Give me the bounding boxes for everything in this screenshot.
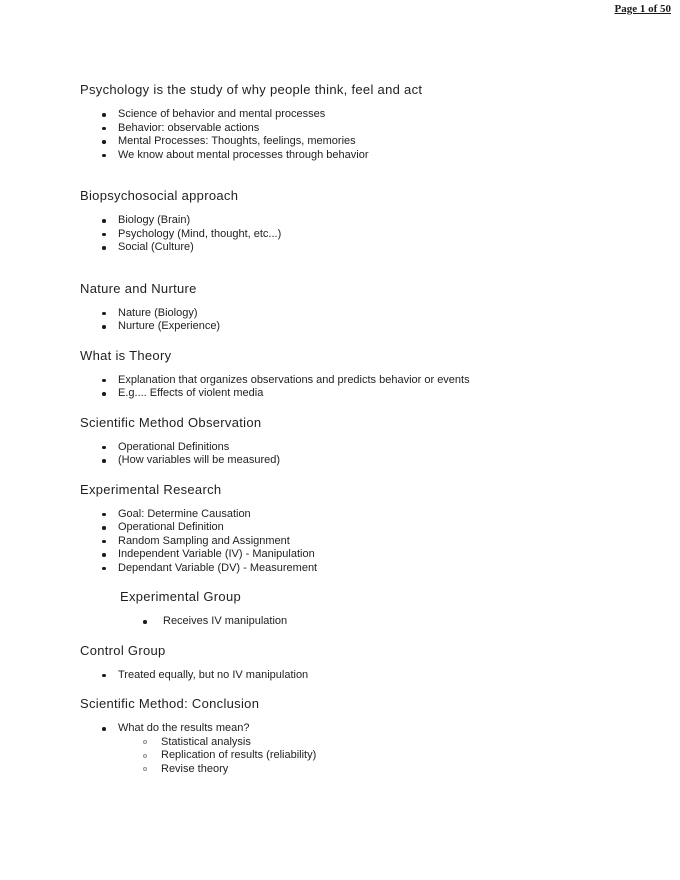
bullet-item: Science of behavior and mental processes [80,108,650,122]
bullet-item: Treated equally, but no IV manipulation [80,669,650,683]
bullet-list [80,374,650,401]
bullet-item: (How variables will be measured) [80,454,650,468]
bullet-item: Receives IV manipulation [80,615,650,629]
bullet-list [80,441,650,468]
bullet-item: Dependant Variable (DV) - Measurement [80,562,650,576]
bullet-text: What do the results mean? [118,722,250,734]
sub-bullet-item: Revise theory [118,763,650,777]
section-scientific-method-conclusion [80,695,650,776]
bullet-item: Explanation that organizes observations and predicts behavior or events [80,374,650,388]
section-what-is-theory [80,347,650,401]
bullet-item: Psychology (Mind, thought, etc...) [80,228,650,242]
bullet-item: Behavior: observable actions [80,122,650,136]
sub-bullet-item: Replication of results (reliability) [118,749,650,763]
section-heading: Scientific Method Observation [80,414,262,430]
section-heading: Control Group [80,642,166,658]
page-number-label: Page 1 of 50 [614,3,671,15]
sub-bullet-list [118,736,650,777]
bullet-list [80,722,650,776]
bullet-list [80,214,650,255]
document-body [80,0,650,776]
section-heading: Scientific Method: Conclusion [80,696,260,711]
section-experimental-research [80,481,650,576]
section-heading: What is Theory [80,347,172,363]
section-heading: Biopsychosocial approach [80,188,239,203]
bullet-list [80,108,650,162]
bullet-item: Random Sampling and Assignment [80,535,650,549]
sub-bullet-item: Statistical analysis [118,736,650,750]
bullet-item: We know about mental processes through behavior [80,149,650,163]
bullet-list [80,669,650,683]
bullet-item [80,722,650,776]
section-heading: Nature and Nurture [80,280,197,296]
bullet-list [80,307,650,334]
section-scientific-method-observation [80,414,650,468]
bullet-item: Nurture (Experience) [80,320,650,334]
bullet-item: Social (Culture) [80,241,650,255]
bullet-item: Independent Variable (IV) - Manipulation [80,548,650,562]
section-psychology-definition [80,81,650,162]
bullet-item: Goal: Determine Causation [80,508,650,522]
section-biopsychosocial [80,187,650,255]
bullet-item: Mental Processes: Thoughts, feelings, memories [80,135,650,149]
section-experimental-group [80,588,650,629]
bullet-item: Nature (Biology) [80,307,650,321]
bullet-list [80,508,650,576]
bullet-list [80,615,650,629]
bullet-item: Operational Definitions [80,441,650,455]
bullet-item: Operational Definition [80,521,650,535]
section-heading: Experimental Research [80,481,222,497]
section-heading: Experimental Group [120,589,242,604]
section-control-group [80,642,650,683]
bullet-item: Biology (Brain) [80,214,650,228]
section-heading: Psychology is the study of why people think, feel and act [80,82,423,97]
bullet-item: E.g.... Effects of violent media [80,387,650,401]
section-nature-nurture [80,280,650,334]
